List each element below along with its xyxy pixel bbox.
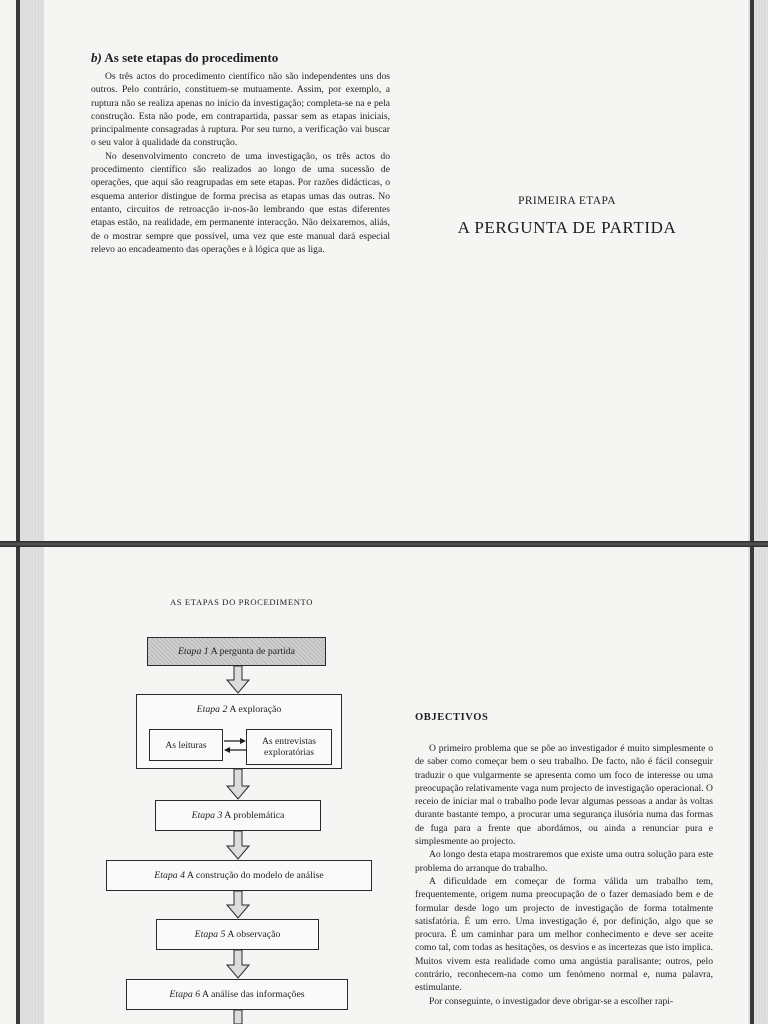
down-arrow-2-3 bbox=[226, 769, 250, 800]
section-heading-text: As sete etapas do procedimento bbox=[104, 50, 279, 65]
left-binding-edge bbox=[18, 0, 44, 541]
step-6-box bbox=[126, 979, 348, 1010]
right-spine-line bbox=[750, 0, 754, 541]
step-label: A construção do modelo de análise bbox=[186, 870, 324, 881]
down-arrow-4-5 bbox=[226, 891, 250, 919]
bidirectional-arrows bbox=[223, 735, 247, 757]
step-label: A exploração bbox=[229, 704, 282, 715]
down-arrow-5-6 bbox=[226, 950, 250, 979]
left-spine-line bbox=[16, 0, 20, 541]
down-arrow-6-continue bbox=[226, 1010, 250, 1024]
paragraph: Ao longo desta etapa mostraremos que existe uma outra solução para este problema do arranque do trabalho. bbox=[415, 849, 713, 874]
readings-label: As leituras bbox=[165, 739, 207, 751]
objectives-body-text bbox=[415, 742, 713, 1008]
step-4-box bbox=[106, 860, 372, 891]
interviews-label-line2: exploratórias bbox=[263, 747, 315, 758]
objectives-heading: OBJECTIVOS bbox=[415, 712, 489, 723]
paragraph: Os três actos do procedimento científico não são independentes uns dos outros. Pelo contrário, constituem-se mutuamente. Assim, por exemplo, a ruptura não se realiza apenas no início da investigação; completa-se na e pela construção. Esta não pode, em contrapartida, passar sem as etapas iniciais, principalmente consagradas à ruptura. Por seu turno, a verificação vai buscar o seu valor à qualidade da construção. bbox=[91, 71, 390, 149]
bottom-book-spread bbox=[0, 547, 768, 1024]
stage-label: PRIMEIRA ETAPA bbox=[518, 195, 616, 207]
down-arrow-3-4 bbox=[226, 831, 250, 860]
left-binding-edge bbox=[18, 547, 44, 1024]
step-1-box bbox=[147, 637, 326, 666]
interviews-label-line1: As entrevistas bbox=[261, 736, 317, 747]
stage-title: A PERGUNTA DE PARTIDA bbox=[457, 218, 677, 237]
section-heading-letter: b) bbox=[91, 50, 102, 65]
paragraph: Por conseguinte, o investigador deve obrigar-se a escolher rapi- bbox=[429, 995, 674, 1007]
step-number: Etapa 5 bbox=[194, 929, 226, 940]
interviews-box bbox=[246, 729, 332, 765]
step-number: Etapa 2 bbox=[196, 704, 228, 715]
procedure-body-text bbox=[91, 70, 390, 256]
step-5-box bbox=[156, 919, 319, 950]
step-number: Etapa 6 bbox=[169, 989, 201, 1000]
step-number: Etapa 3 bbox=[191, 810, 223, 821]
step-number: Etapa 1 bbox=[177, 646, 209, 657]
down-arrow-1-2 bbox=[226, 666, 250, 694]
step-label: A problemática bbox=[224, 810, 285, 821]
paragraph: O primeiro problema que se põe ao investigador é muito simplesmente o de saber como começar bem o seu trabalho. De facto, não é fácil conseguir traduzir o que vulgarmente se apresenta como um foco de interesse ou uma preocupação relativamente vaga num projecto de investigação operacional. O receio de iniciar mal o trabalho pode levar algumas pessoas a andar às voltas durante bastante tempo, a procurar uma segurança ilusória numa das formas de fuga para a frente que abordámos, ou ainda a renunciar pura e simplesmente ao projecto. bbox=[415, 743, 713, 848]
step-3-box bbox=[155, 800, 321, 831]
step-label: A observação bbox=[227, 929, 281, 940]
section-heading bbox=[91, 50, 391, 66]
step-label: A análise das informações bbox=[202, 989, 305, 1000]
diagram-title: AS ETAPAS DO PROCEDIMENTO bbox=[170, 597, 313, 607]
step-label: A pergunta de partida bbox=[210, 646, 296, 657]
paragraph: No desenvolvimento concreto de uma investigação, os três actos do procedimento científico são realizados ao longo de uma sucessão de operações, que aqui são reagrupadas em sete etapas. Por razões didácticas, o esquema anterior distingue de forma precisa as etapas umas das outras. No entanto, circuitos de retroacção ir-nos-ão lembrando que estas diferentes etapas estão, na realidade, em permanente interacção. Não deixaremos, aliás, de o mostrar sempre que possível, uma vez que este manual dará especial relevo ao encadeamento das operações e à lógica que as liga. bbox=[91, 150, 390, 255]
left-spine-line bbox=[16, 547, 20, 1024]
step-number: Etapa 4 bbox=[154, 870, 185, 881]
paragraph: A dificuldade em começar de forma válida um trabalho tem, frequentemente, origem numa preocupação de o fazer demasiado bem e de formular desde logo um projecto de investigação de forma totalmente satisfatória. É um erro. Uma investigação é, por definição, algo que se procura. É um caminhar para um melhor conhecimento e deve ser aceite como tal, com todas as hesitações, os desvios e as incertezas que isto implica. Muitos vivem esta realidade como uma angústia paralisante; outros, pelo contrário, reconhecem-na como um fenómeno normal e, numa palavra, estimulante. bbox=[415, 875, 713, 994]
readings-box bbox=[149, 729, 223, 761]
right-spine-line bbox=[750, 547, 754, 1024]
